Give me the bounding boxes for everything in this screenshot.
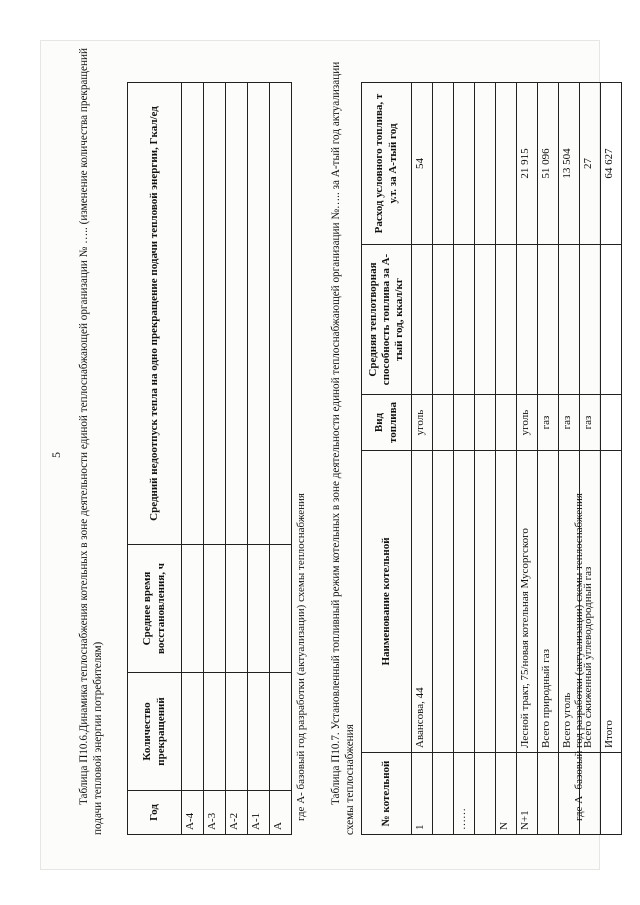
table2-cell	[475, 245, 496, 395]
table2-cell: газ	[538, 395, 559, 451]
table1-cell: А-4	[182, 791, 204, 835]
table1-cell	[204, 83, 226, 545]
table2-cell	[475, 451, 496, 753]
table1-cell	[270, 83, 292, 545]
table2-cell	[517, 245, 538, 395]
table2-header-fuel-consumption: Расход условного топлива, т у.т. за А-тый год	[362, 83, 412, 245]
table-row	[433, 83, 454, 835]
table1-cell	[270, 545, 292, 673]
table1-cell	[226, 673, 248, 791]
table1-cell	[226, 545, 248, 673]
table2-cell	[496, 451, 517, 753]
table1-header-row	[128, 83, 182, 835]
table2-cell: газ	[580, 395, 601, 451]
table1-cell: А	[270, 791, 292, 835]
table2-cell	[496, 395, 517, 451]
table1-header-year: Год	[128, 791, 182, 835]
table2-cell: ……	[454, 753, 475, 835]
table2-cell	[433, 395, 454, 451]
table2-cell	[433, 451, 454, 753]
table-row	[226, 83, 248, 835]
table2-cell: газ	[559, 395, 580, 451]
table2-header-row	[362, 83, 412, 835]
table1-cell	[182, 545, 204, 673]
table2-header-boiler-name: Наименование котельной	[362, 451, 412, 753]
table2-header-boiler-no: № котельной	[362, 753, 412, 835]
table1-cell	[182, 83, 204, 545]
table2-cell: Всего сжиженный углеводородный газ	[580, 451, 601, 753]
table1-cell	[182, 673, 204, 791]
table2-cell	[475, 753, 496, 835]
table2-cell: 13 504	[559, 83, 580, 245]
table1-title: Таблица П10.6.Динамика теплоснабжения котельных в зоне деятельности единой теплоснабжающей организации № ….. (изменение количества прекращений подачи тепловой энергии потребителям)	[78, 48, 104, 835]
table1-cell	[248, 673, 270, 791]
table1-cell: А-3	[204, 791, 226, 835]
table2-cell	[475, 395, 496, 451]
table2-cell	[538, 753, 559, 835]
table2-cell: Итого	[601, 451, 622, 753]
table2-cell	[496, 83, 517, 245]
table1	[127, 82, 292, 835]
table-row	[270, 83, 292, 835]
table1-header-undersupply: Средний недоотпуск тепла на одно прекращение подачи тепловой энергии, Гкал/ед	[128, 83, 182, 545]
table1-cell	[248, 83, 270, 545]
table2-cell	[454, 245, 475, 395]
table2-cell: уголь	[412, 395, 433, 451]
table1-cell	[204, 673, 226, 791]
table2-cell: Авансова, 44	[412, 451, 433, 753]
table2-cell	[475, 83, 496, 245]
table2-cell	[580, 245, 601, 395]
table1-cell	[270, 673, 292, 791]
table2-cell: Всего уголь	[559, 451, 580, 753]
table-row	[182, 83, 204, 835]
table1-cell: А-1	[248, 791, 270, 835]
table2-cell	[433, 245, 454, 395]
table2-cell	[601, 395, 622, 451]
table2-cell: 1	[412, 753, 433, 835]
table1-cell	[248, 545, 270, 673]
table2-cell	[454, 83, 475, 245]
table2-cell	[601, 245, 622, 395]
table2-cell: Лесной тракт, 75/новая котельная Мусоргского	[517, 451, 538, 753]
table2-cell: 64 627	[601, 83, 622, 245]
table-row	[517, 83, 538, 835]
table-row	[454, 83, 475, 835]
table2-title: Таблица П10.7. Установленный топливный режим котельных в зоне деятельности единой теплоснабжающей организации №….. за А-тый год актуализации схемы теплоснабжения	[330, 61, 356, 835]
table-row	[538, 83, 559, 835]
table2-cell: N+1	[517, 753, 538, 835]
table2-cell: Всего природный газ	[538, 451, 559, 753]
table-row	[475, 83, 496, 835]
table2-cell: 21 915	[517, 83, 538, 245]
table1-note: где А- базовый год разработки (актуализации) схемы теплоснабжения	[295, 493, 307, 821]
document-page	[40, 40, 615, 870]
table2-header-calorific: Средняя теплотворная способность топлива за А-тый год, ккал/кг	[362, 245, 412, 395]
table2-cell: 54	[412, 83, 433, 245]
table2-cell	[433, 753, 454, 835]
table2-cell	[412, 245, 433, 395]
table1-cell	[226, 83, 248, 545]
table1-cell: А-2	[226, 791, 248, 835]
table2-cell	[496, 245, 517, 395]
table-row	[601, 83, 622, 835]
table1-header-count: Количество прекращений	[128, 673, 182, 791]
table2-cell: 27	[580, 83, 601, 245]
table-row	[412, 83, 433, 835]
table2-cell	[433, 83, 454, 245]
table2-cell	[601, 753, 622, 835]
table2-cell: уголь	[517, 395, 538, 451]
table-row	[496, 83, 517, 835]
table-row	[204, 83, 226, 835]
table2-cell: N	[496, 753, 517, 835]
table2-cell	[559, 245, 580, 395]
rotated-page-content	[41, 41, 615, 869]
table1-cell	[204, 545, 226, 673]
table2-cell	[454, 395, 475, 451]
page-number: 5	[49, 452, 63, 458]
table2-cell: 51 096	[538, 83, 559, 245]
table2-header-fuel-type: Вид топлива	[362, 395, 412, 451]
table2-cell	[538, 245, 559, 395]
table2-note: где А- базовый год разработки (актуализации) схемы теплоснабжения	[573, 493, 585, 821]
table1-header-avg-time: Среднее время восстановления, ч	[128, 545, 182, 673]
table2-cell	[454, 451, 475, 753]
table-row	[248, 83, 270, 835]
